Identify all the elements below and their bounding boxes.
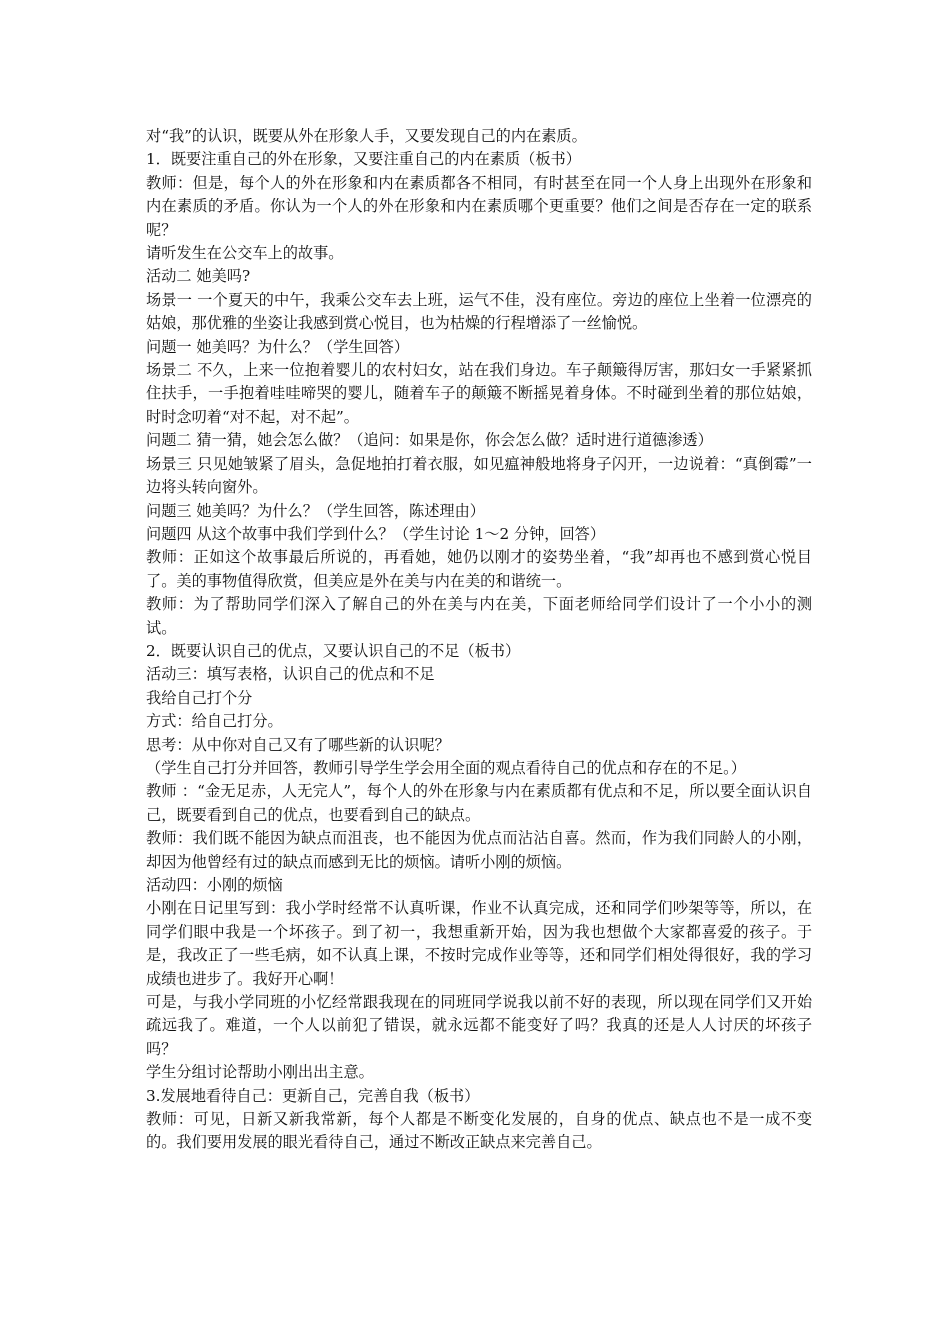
section-heading: 2．既要认识自己的优点，又要认识自己的不足（板书） — [146, 641, 521, 660]
activity-title: 活动三：填写表格，认识自己的优点和不足 — [146, 665, 435, 684]
paragraph: 问题二 猜一猜，她会怎么做？（追问：如果是你，你会怎么做？适时进行道德渗透） — [146, 431, 713, 450]
paragraph: 对“我”的认识，既要从外在形象人手，又要发现自己的内在素质。 — [146, 127, 587, 145]
paragraph: 我给自己打个分 — [146, 688, 253, 707]
paragraph: 场景三 只见她皱紧了眉头，急促地拍打着衣服，如见瘟神般地将身子闪开，一边说着：“真倒霉”一边将头转向窗外。 — [146, 454, 812, 497]
paragraph: 问题三 她美吗？为什么？（学生回答，陈述理由） — [146, 501, 485, 520]
paragraph: 小刚在日记里写到：我小学时经常不认真听课，作业不认真完成，还和同学们吵架等等，所以，在同学们眼中我是一个坏孩子。到了初一，我想重新开始，因为我也想做个大家都喜爱的孩子。于是，我改正了一些毛病，如不认真上课，不按时完成作业等等，还和同学们相处得很好，我的学习成绩也进步了。我好开心啊！ — [146, 899, 812, 988]
paragraph: 教师：但是，每个人的外在形象和内在素质都各不相同，有时甚至在同一个人身上出现外在形象和内在素质的矛盾。你认为一个人的外在形象和内在素质哪个更重要？他们之间是否存在一定的联系呢？ — [146, 173, 812, 239]
paragraph: 思考：从中你对自己又有了哪些新的认识呢？ — [146, 735, 450, 754]
paragraph: 场景一 一个夏天的中午，我乘公交车去上班，运气不佳，没有座位。旁边的座位上坐着一位漂亮的姑娘，那优雅的坐姿让我感到赏心悦目，也为枯燥的行程增添了一丝愉悦。 — [146, 290, 812, 333]
paragraph: 教师 ：“金无足赤，人无完人”，每个人的外在形象与内在素质都有优点和不足，所以要全面认识自己，既要看到自己的优点，也要看到自己的缺点。 — [146, 782, 812, 824]
paragraph: 教师：为了帮助同学们深入了解自己的外在美与内在美，下面老师给同学们设计了一个小小的测试。 — [146, 595, 812, 637]
paragraph: 请听发生在公交车上的故事。 — [146, 244, 344, 263]
paragraph: 教师：我们既不能因为缺点而沮丧，也不能因为优点而沾沾自喜。然而，作为我们同龄人的小刚，却因为他曾经有过的缺点而感到无比的烦恼。请听小刚的烦恼。 — [146, 829, 812, 871]
paragraph: 可是，与我小学同班的小忆经常跟我现在的同班同学说我以前不好的表现，所以现在同学们又开始疏远我了。难道，一个人以前犯了错误，就永远都不能变好了吗？我真的还是人人讨厌的坏孩子吗？ — [146, 993, 812, 1058]
activity-title: 活动二 她美吗? — [146, 267, 251, 286]
paragraph: 学生分组讨论帮助小刚出出主意。 — [146, 1063, 374, 1082]
section-heading: 3.发展地看待自己：更新自己，完善自我（板书） — [146, 1086, 480, 1105]
paragraph: 场景二 不久，上来一位抱着婴儿的农村妇女，站在我们身边。车子颠簸得厉害，那妇女一手紧紧抓住扶手，一手抱着哇哇啼哭的婴儿，随着车子的颠簸不断摇晃着身体。不时碰到坐着的那位姑娘，时时念叨着“对不起，对不起”。 — [146, 361, 812, 426]
section-heading: 1．既要注重自己的外在形象，又要注重自己的内在素质（板书） — [146, 150, 581, 169]
paragraph: 问题四 从这个故事中我们学到什么？（学生讨论 1～2 分钟，回答） — [146, 524, 606, 543]
paragraph: 教师：正如这个故事最后所说的，再看她，她仍以刚才的姿势坐着，“我”却再也不感到赏心悦目了。美的事物值得欣赏，但美应是外在美与内在美的和谐统一。 — [146, 548, 812, 590]
paragraph: 问题一 她美吗？为什么？（学生回答） — [146, 337, 410, 356]
paragraph: 方式：给自己打分。 — [146, 712, 283, 731]
activity-title: 活动四：小刚的烦恼 — [146, 876, 283, 894]
document-page — [146, 125, 812, 1155]
paragraph: 教师：可见，日新又新我常新，每个人都是不断变化发展的，自身的优点、缺点也不是一成不变的。我们要用发展的眼光看待自己，通过不断改正缺点来完善自己。 — [146, 1110, 812, 1152]
paragraph: （学生自己打分并回答，教师引导学生学会用全面的观点看待自己的优点和存在的不足。） — [146, 758, 746, 777]
